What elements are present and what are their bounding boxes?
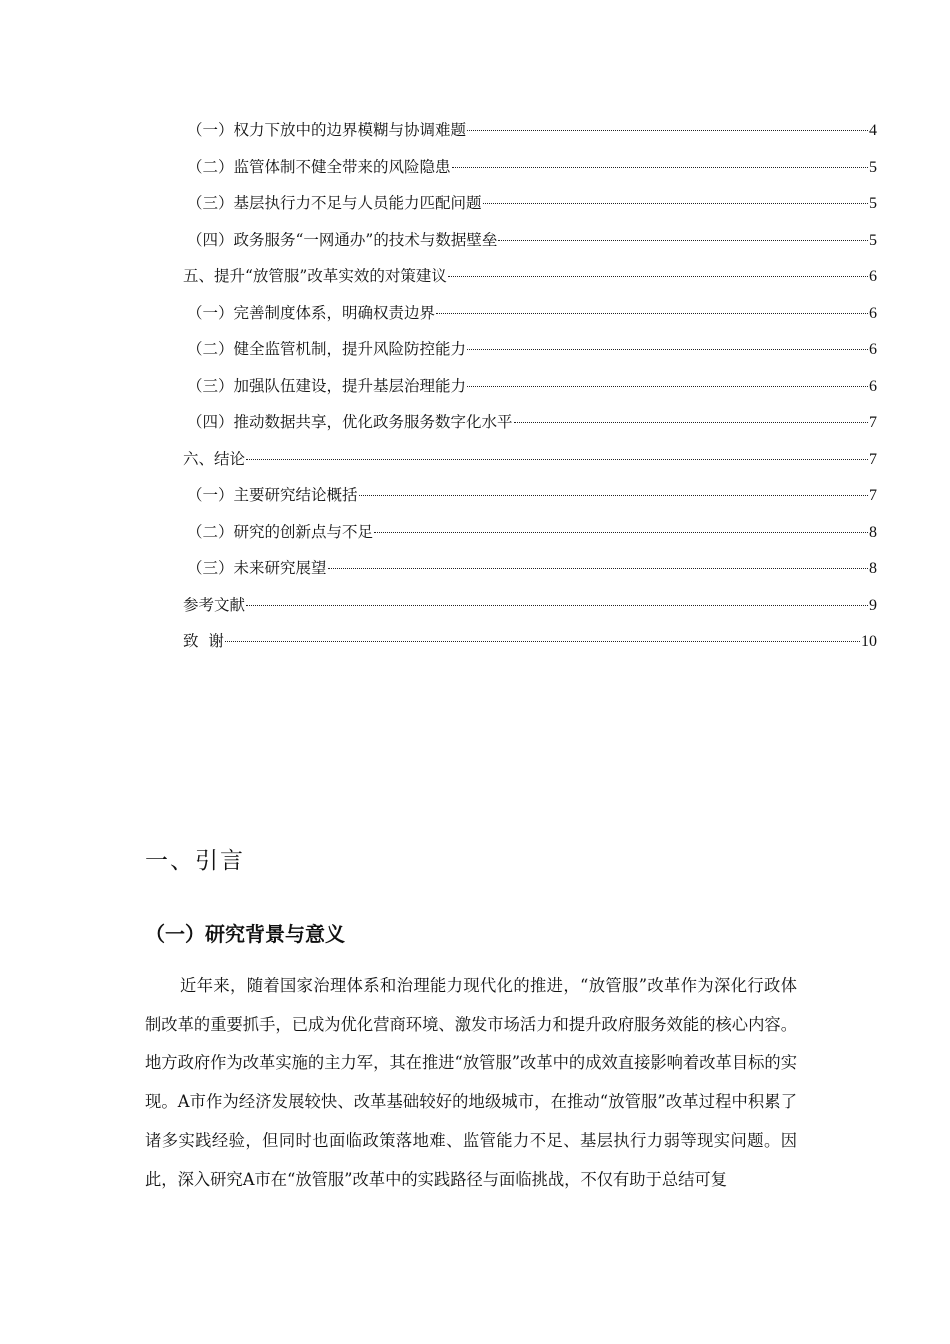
toc-leader-dots [436, 313, 868, 314]
toc-entry-page: 7 [869, 414, 877, 431]
toc-entry-title: （二）健全监管机制，提升风险防控能力 [187, 340, 467, 358]
toc-entry-page: 6 [869, 341, 877, 358]
toc-entry-title: （一）完善制度体系，明确权责边界 [187, 303, 436, 322]
toc-entry-title: （一）主要研究结论概括 [187, 486, 358, 504]
toc-entry-page: 6 [869, 268, 877, 285]
toc-entry-title: 六、结论 [183, 449, 246, 468]
toc-entry[interactable] [183, 623, 877, 660]
body-paragraph: 近年来，随着国家治理体系和治理能力现代化的推进，“放管服”改革作为深化行政体制改革的重要抓手，已成为优化营商环境、激发市场活力和提升政府服务效能的核心内容。地方政府作为改革实施的主力军，其在推进“放管服”改革中的成效直接影响着改革目标的实现。A市作为经济发展较快、改革基础较好的地级城市，在推动“放管服”改革过程中积累了诸多实践经验，但同时也面临政策落地难、监管能力不足、基层执行力弱等现实问题。因此，深入研究A市在“放管服”改革中的实践路径与面临挑战，不仅有助于总结可复 [145, 976, 797, 1189]
toc-entry[interactable] [183, 295, 877, 332]
toc-entry-page: 6 [869, 377, 877, 395]
toc-entry-page: 8 [869, 560, 877, 577]
toc-leader-dots [514, 422, 868, 423]
toc-entry-page: 8 [869, 523, 877, 541]
toc-leader-dots [246, 459, 868, 460]
toc-leader-dots [452, 167, 868, 168]
section-heading: 一、引言 [145, 848, 245, 874]
toc-entry-page: 7 [869, 450, 877, 468]
toc-entry-page: 5 [869, 158, 877, 176]
toc-leader-dots [374, 532, 868, 533]
subsection-heading: （一）研究背景与意义 [145, 922, 345, 946]
toc-entry[interactable] [183, 331, 877, 368]
toc-entry-title: （四）政务服务“一网通办”的技术与数据壁垒 [187, 230, 498, 249]
toc-entry[interactable] [183, 368, 877, 405]
toc-leader-dots [467, 386, 868, 387]
toc-entry-page: 10 [861, 633, 877, 650]
toc-entry-title: （二）监管体制不健全带来的风险隐患 [187, 157, 451, 176]
toc-leader-dots [498, 240, 868, 241]
toc-entry-title: （三）加强队伍建设，提升基层治理能力 [187, 376, 467, 395]
toc-entry-page: 5 [869, 195, 877, 212]
toc-leader-dots [448, 276, 868, 277]
toc-entry[interactable] [183, 514, 877, 551]
toc-entry-page: 6 [869, 304, 877, 322]
toc-entry[interactable] [183, 185, 877, 222]
toc-entry[interactable] [183, 404, 877, 441]
toc-entry-title: （三）未来研究展望 [187, 559, 327, 577]
toc-leader-dots [225, 641, 860, 642]
toc-entry[interactable] [183, 441, 877, 478]
table-of-contents [183, 112, 877, 660]
toc-leader-dots [328, 568, 868, 569]
toc-entry-title: （二）研究的创新点与不足 [187, 522, 374, 541]
toc-leader-dots [246, 605, 868, 606]
toc-entry[interactable] [183, 258, 877, 295]
toc-entry[interactable] [183, 550, 877, 587]
toc-entry[interactable] [183, 587, 877, 624]
toc-entry-title: （一）权力下放中的边界模糊与协调难题 [187, 121, 467, 139]
toc-leader-dots [483, 203, 868, 204]
toc-leader-dots [467, 130, 868, 131]
toc-entry-page: 4 [869, 122, 877, 139]
toc-leader-dots [467, 349, 868, 350]
toc-entry[interactable] [183, 222, 877, 259]
toc-entry-title: （三）基层执行力不足与人员能力匹配问题 [187, 194, 482, 212]
toc-entry[interactable] [183, 149, 877, 186]
toc-entry-page: 9 [869, 596, 877, 614]
toc-entry[interactable] [183, 477, 877, 514]
toc-entry[interactable] [183, 112, 877, 149]
toc-entry-title: 五、提升“放管服”改革实效的对策建议 [183, 267, 447, 285]
toc-entry-page: 7 [869, 487, 877, 504]
toc-entry-title: 参考文献 [183, 595, 246, 614]
toc-leader-dots [359, 495, 868, 496]
toc-entry-title: 致 谢 [183, 632, 224, 650]
toc-entry-page: 5 [869, 231, 877, 249]
toc-entry-title: （四）推动数据共享，优化政务服务数字化水平 [187, 413, 513, 431]
